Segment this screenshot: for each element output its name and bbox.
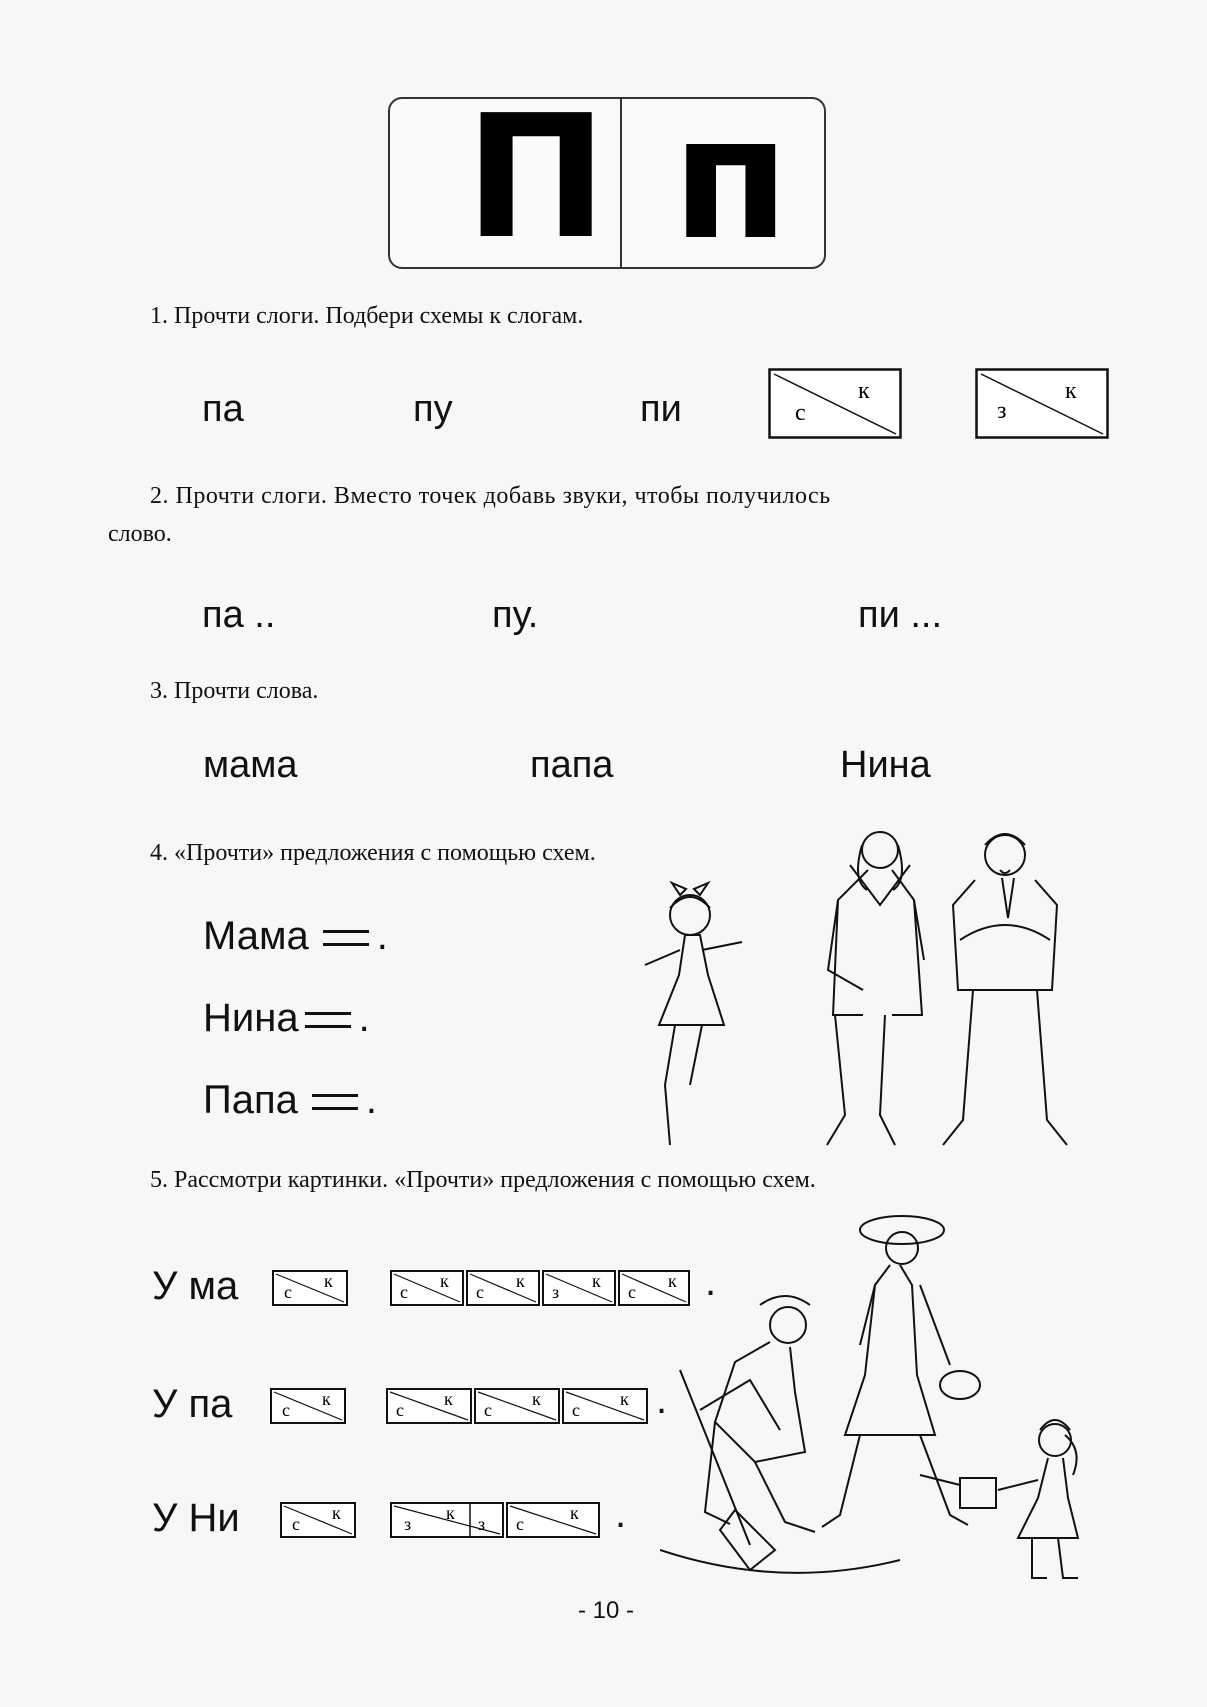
- period: .: [358, 996, 370, 1040]
- task4-subject-mama: Мама: [203, 914, 309, 958]
- svg-text:к: к: [570, 1503, 579, 1523]
- task4-sentence-2: [203, 996, 370, 1041]
- svg-text:к: к: [446, 1503, 455, 1523]
- task1-scheme-2-right: к: [1065, 378, 1077, 404]
- task5-row3-scheme-1: [280, 1502, 356, 1538]
- task1-syllable-pi: пи: [640, 388, 682, 430]
- svg-text:з: з: [478, 1514, 486, 1534]
- letter-card-divider: [620, 99, 622, 267]
- period: .: [365, 1078, 378, 1122]
- svg-text:с: с: [282, 1400, 290, 1420]
- task5-row2-word-scheme: [386, 1388, 650, 1424]
- garden-illustration: [660, 1210, 1130, 1590]
- task1-syllable-pa: па: [202, 388, 244, 430]
- task1-instruction: 1. Прочти слоги. Подбери схемы к слогам.: [150, 303, 584, 329]
- task2-instruction-line2: слово.: [108, 521, 172, 547]
- svg-text:к: к: [516, 1271, 525, 1291]
- task5-row2-scheme-1: [270, 1388, 346, 1424]
- svg-text:с: с: [292, 1514, 300, 1534]
- task4-sentence-3: [203, 1078, 377, 1123]
- svg-text:к: к: [444, 1389, 453, 1409]
- task1-scheme-1: [768, 368, 903, 440]
- task1-syllable-pu: пу: [413, 388, 453, 430]
- svg-text:с: с: [572, 1400, 580, 1420]
- task2-item-pi: пи ...: [858, 594, 943, 636]
- page-number: - 10 -: [578, 1597, 635, 1624]
- task5-row1-start: У ма: [152, 1264, 239, 1308]
- svg-text:к: к: [532, 1389, 541, 1409]
- task1-scheme-1-left: с: [795, 400, 806, 426]
- task3-word-mama: мама: [203, 744, 298, 786]
- task5-row3-period: .: [615, 1492, 627, 1536]
- task5-instruction: 5. Рассмотри картинки. «Прочти» предложения с помощью схем.: [150, 1167, 816, 1193]
- task5-row1-word-scheme: [390, 1270, 690, 1306]
- task5-row1-scheme-1: [272, 1270, 348, 1306]
- predicate-line: [323, 930, 369, 946]
- letter-upper: П: [465, 79, 608, 277]
- task3-instruction: 3. Прочти слова.: [150, 678, 319, 704]
- svg-text:с: с: [476, 1282, 484, 1302]
- task4-sentence-1: [203, 914, 388, 959]
- svg-text:с: с: [484, 1400, 492, 1420]
- letter-card: [388, 79, 826, 278]
- task2-instruction-line1: 2. Прочти слоги. Вместо точек добавь звуки, чтобы получилось: [150, 483, 831, 509]
- svg-text:к: к: [440, 1271, 449, 1291]
- task4-instruction: 4. «Прочти» предложения с помощью схем.: [150, 840, 596, 866]
- svg-text:к: к: [332, 1503, 341, 1523]
- svg-text:к: к: [324, 1271, 333, 1291]
- svg-text:к: к: [592, 1271, 601, 1291]
- svg-text:к: к: [620, 1389, 629, 1409]
- task3-word-papa: папа: [530, 744, 614, 786]
- task4-subject-papa: Папа: [203, 1078, 298, 1122]
- predicate-line: [312, 1094, 358, 1110]
- task2-item-pu: пу.: [492, 594, 539, 636]
- task5-row2-period: .: [656, 1378, 668, 1422]
- letter-lower: п: [672, 80, 790, 278]
- svg-text:к: к: [668, 1271, 677, 1291]
- task5-row3-word-scheme: [390, 1502, 602, 1538]
- svg-text:с: с: [284, 1282, 292, 1302]
- task5-row1-period: .: [705, 1260, 717, 1304]
- predicate-line: [305, 1012, 351, 1028]
- task1-scheme-2: [975, 368, 1110, 440]
- task1-scheme-1-right: к: [858, 378, 870, 404]
- task2-item-pa: па ..: [202, 594, 276, 636]
- task5-row2-start: У па: [152, 1382, 233, 1426]
- task4-subject-nina: Нина: [203, 996, 299, 1040]
- svg-text:к: к: [322, 1389, 331, 1409]
- task1-scheme-2-left: з: [997, 398, 1007, 424]
- svg-text:с: с: [516, 1514, 524, 1534]
- family-illustration: [630, 820, 1090, 1160]
- svg-text:с: с: [396, 1400, 404, 1420]
- task3-word-nina: Нина: [840, 744, 931, 786]
- svg-text:з: з: [404, 1514, 412, 1534]
- task5-row3-start: У Ни: [152, 1496, 240, 1540]
- svg-text:с: с: [628, 1282, 636, 1302]
- period: .: [376, 914, 388, 958]
- svg-text:з: з: [552, 1282, 560, 1302]
- svg-text:с: с: [400, 1282, 408, 1302]
